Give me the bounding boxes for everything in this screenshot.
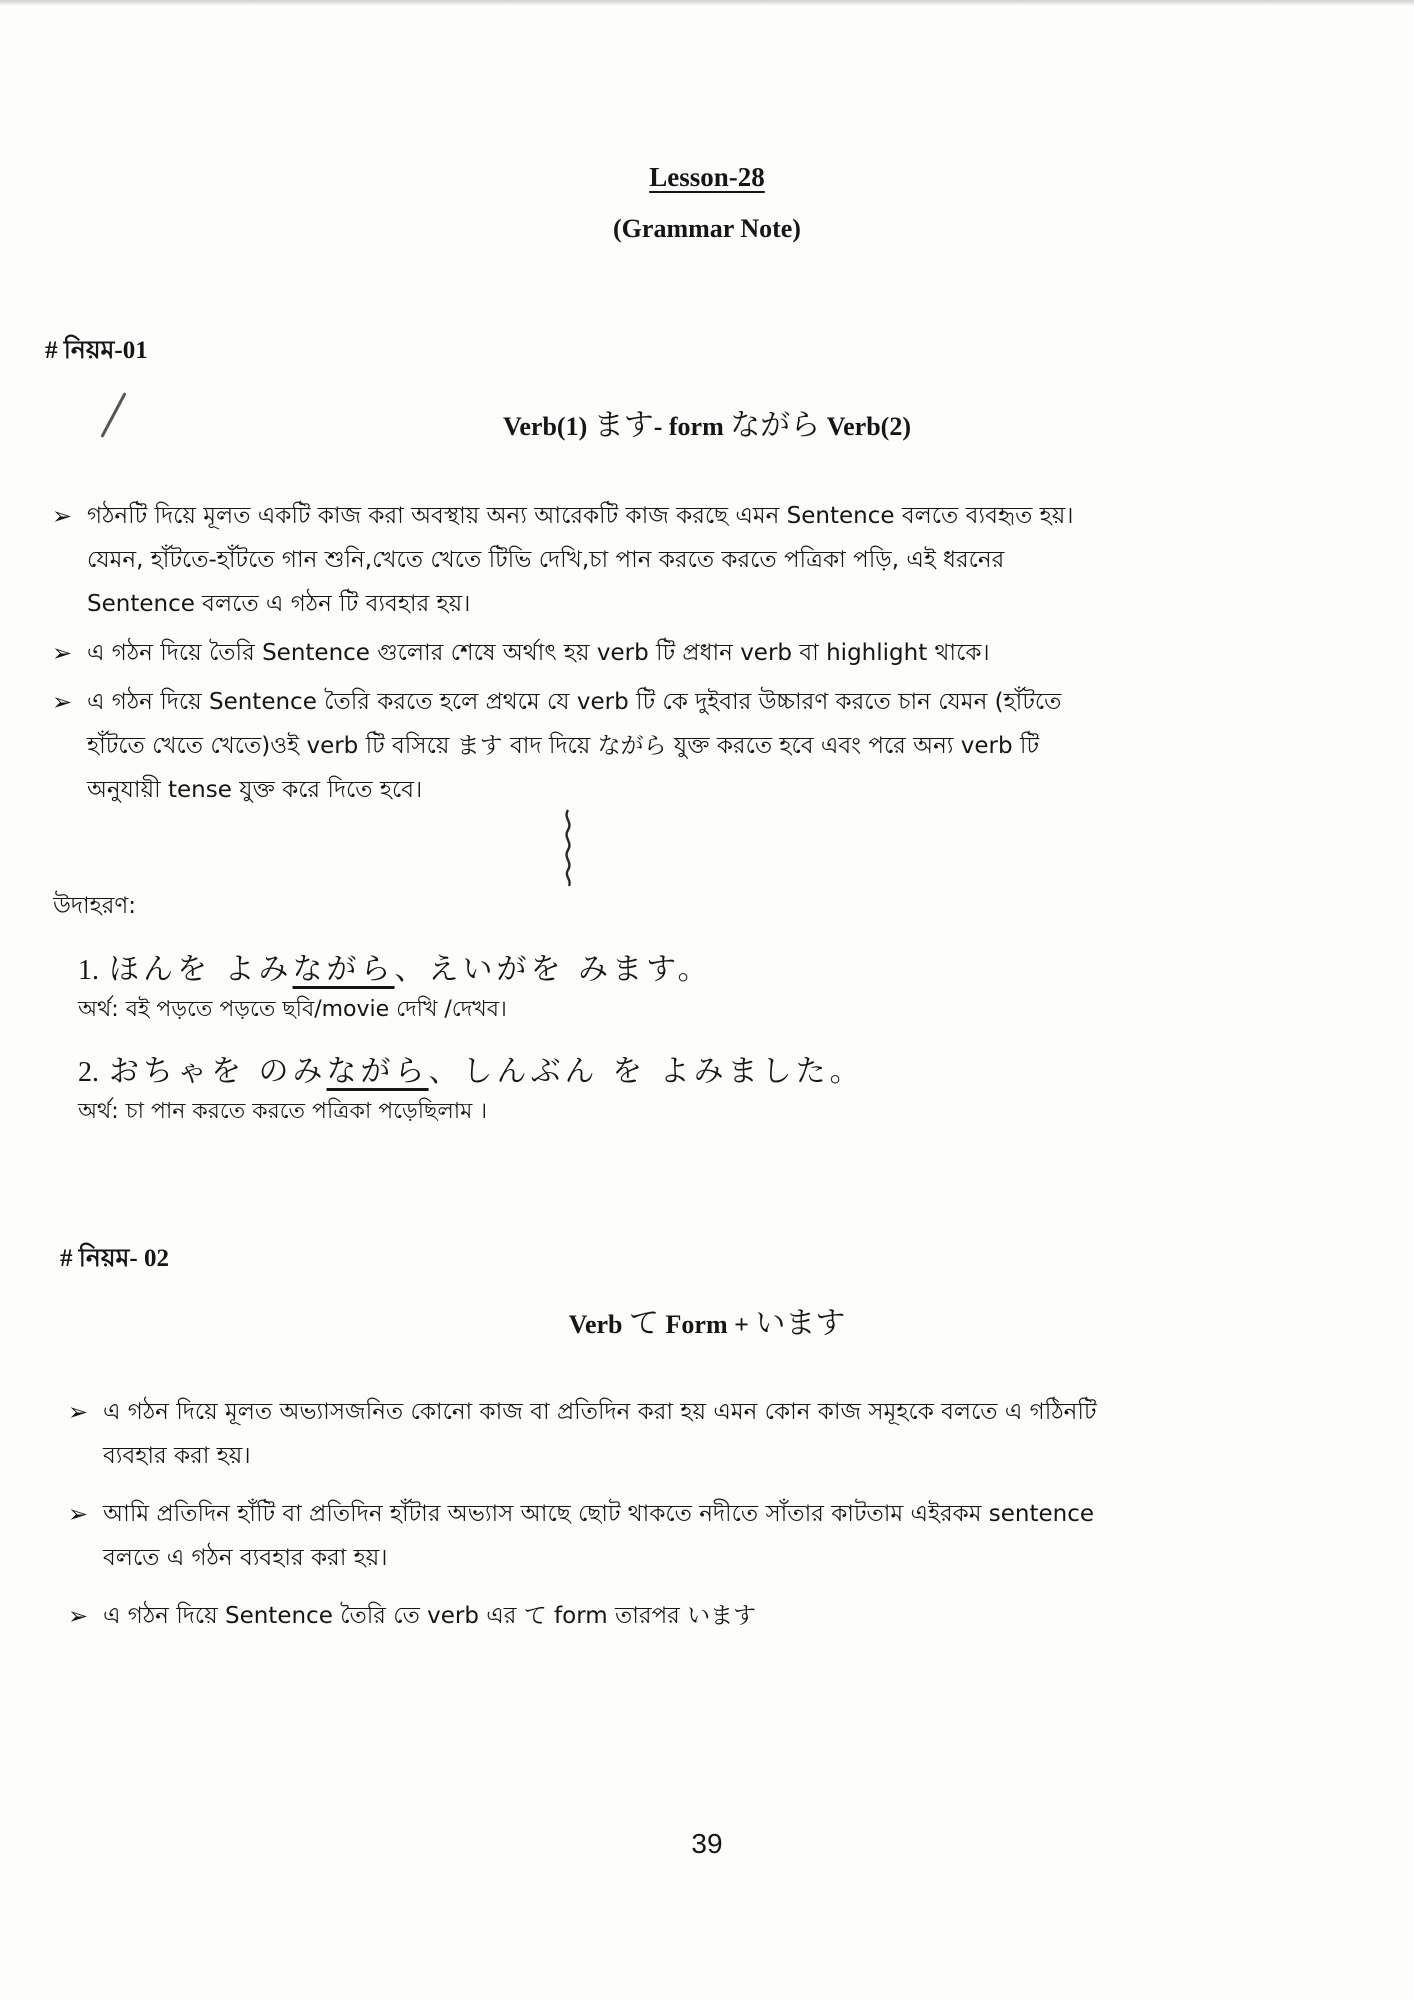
bullet-item (52, 631, 1102, 675)
arrow-bullet-icon: ➢ (52, 502, 73, 530)
formula-text: Form + (659, 1310, 756, 1339)
jp-text: ほんを よみ (109, 952, 293, 987)
example-meaning: অর্থ: চা পান করতে করতে পত্রিকা পড়েছিলাম । (78, 1099, 488, 1124)
example-japanese (78, 1046, 864, 1090)
formula-text: Verb(2) (820, 412, 911, 441)
jp-underlined-text: ながら (292, 952, 395, 987)
example-2 (78, 1046, 864, 1131)
rule-2-label: # নিয়ম- 02 (60, 1245, 170, 1272)
page-top-edge (0, 0, 1414, 6)
jp-text: おちゃを のみ (109, 1054, 327, 1089)
rule-1-label: # নিয়ম-01 (45, 337, 148, 364)
rule-1-bullet-list (52, 494, 1102, 817)
lesson-subtitle: (Grammar Note) (613, 214, 801, 243)
jp-text: 、えいがを みます。 (394, 952, 712, 987)
bullet-text: এ গঠন দিয়ে মূলত অভ্যাসজনিত কোনো কাজ বা প্রতিদিন করা হয় এমন কোন কাজ সমূহকে বলতে এ গঠিনটি ব্যবহার করা হয়। (103, 1399, 1097, 1469)
jp-underlined-text: ながら (326, 1054, 429, 1089)
formula-jp: て (629, 1306, 660, 1341)
arrow-bullet-icon: ➢ (52, 639, 73, 667)
arrow-bullet-icon: ➢ (52, 688, 73, 716)
rule-1-formula (0, 400, 1414, 444)
bullet-text: এ গঠন দিয়ে Sentence তৈরি তে verb এর て form তারপর います (103, 1603, 757, 1629)
example-1 (78, 944, 712, 1029)
examples-heading: উদাহরণ: (53, 893, 137, 919)
bullet-item (68, 1492, 1108, 1580)
arrow-bullet-icon: ➢ (68, 1602, 89, 1630)
lesson-title: Lesson-28 (649, 162, 765, 192)
arrow-bullet-icon: ➢ (68, 1398, 89, 1426)
bullet-text: এ গঠন দিয়ে Sentence তৈরি করতে হলে প্রথমে যে verb টি কে দুইবার উচ্চারণ করতে চান যেমন (হাঁটতে হাঁটতে খেতে খেতে)ওই verb টি বসিয়ে ます বাদ দিয়ে ながら যুক্ত করতে হবে এবং পরে অন্য verb টি অনুযায়ী tense যুক্ত করে দিতে হবে। (87, 689, 1062, 803)
bullet-text: এ গঠন দিয়ে তৈরি Sentence গুলোর শেষে অর্থাৎ হয় verb টি প্রধান verb বা highlight থাকে। (87, 640, 990, 666)
bullet-item (52, 494, 1102, 626)
example-meaning: অর্থ: বই পড়তে পড়তে ছবি/movie দেখি /দেখব। (78, 997, 507, 1022)
bullet-item (52, 680, 1102, 812)
formula-text: - form (653, 412, 731, 441)
arrow-bullet-icon: ➢ (68, 1500, 89, 1528)
formula-jp: います (755, 1306, 846, 1341)
formula-jp: ながら (730, 408, 821, 443)
jp-text: 、しんぶん を よみました。 (428, 1054, 864, 1089)
formula-text: Verb (568, 1310, 630, 1339)
bullet-item (68, 1594, 1108, 1638)
chain-scribble-mark (562, 808, 574, 888)
rule-2-bullet-list (68, 1390, 1108, 1643)
bullet-text: আমি প্রতিদিন হাঁটি বা প্রতিদিন হাঁটার অভ্যাস আছে ছোট থাকতে নদীতে সাঁতার কাটতাম এইরকম sentence বলতে এ গঠন ব্যবহার করা হয়। (103, 1501, 1095, 1571)
bullet-text: গঠনটি দিয়ে মূলত একটি কাজ করা অবস্থায় অন্য আরেকটি কাজ করছে এমন Sentence বলতে ব্যবহৃত হয়। যেমন, হাঁটতে-হাঁটতে গান শুনি,খেতে খেতে টিভি দেখি,চা পান করতে করতে পত্রিকা পড়ি, এই ধরনের Sentence বলতে এ গঠন টি ব্যবহার হয়। (87, 503, 1074, 617)
rule-2-formula (0, 1298, 1414, 1342)
formula-jp: ます (593, 408, 654, 443)
page-number: 39 (691, 1828, 723, 1859)
bullet-item (68, 1390, 1108, 1478)
example-japanese (78, 944, 712, 988)
example-number: 1. (78, 955, 99, 986)
example-number: 2. (78, 1057, 99, 1088)
formula-text: Verb(1) (502, 412, 594, 441)
